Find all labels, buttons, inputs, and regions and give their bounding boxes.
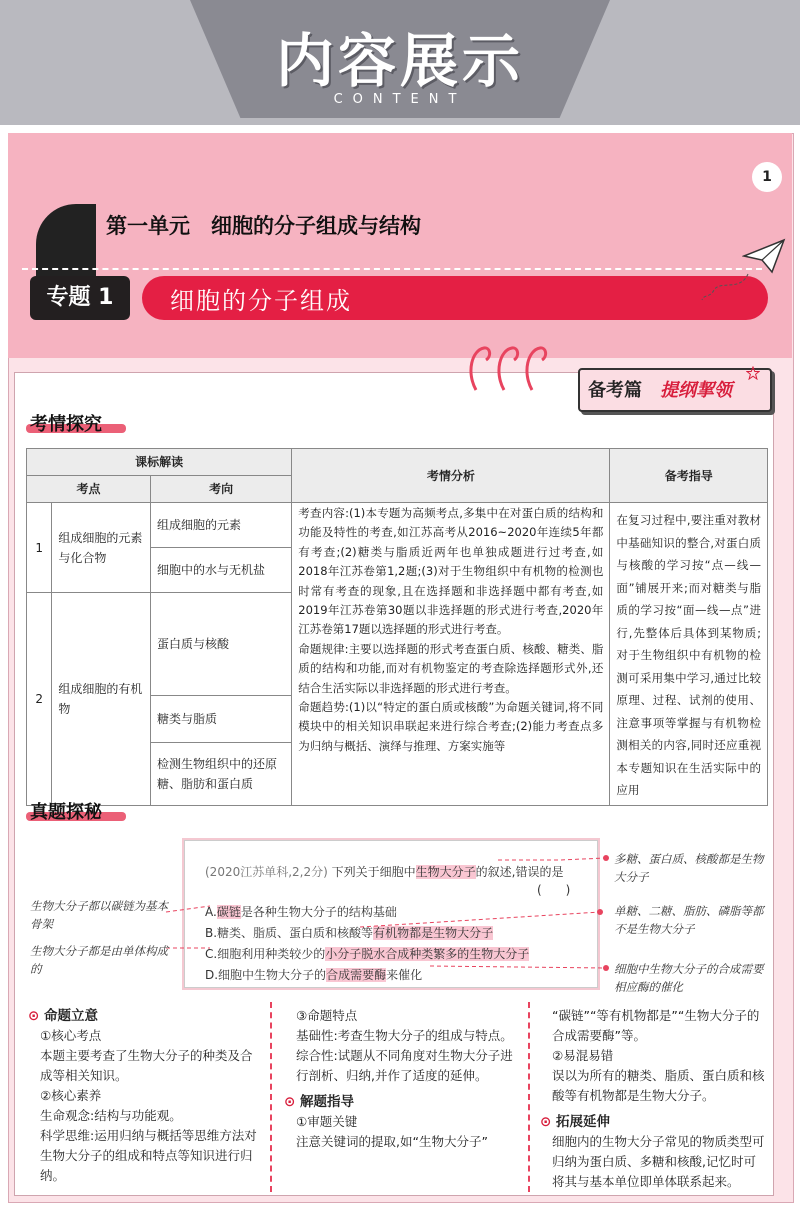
- row-direction: 细胞中的水与无机盐: [151, 548, 292, 593]
- analysis-column-2: [284, 1006, 520, 1152]
- note-left-1: 生物大分子都以碳链为基本骨架: [30, 899, 168, 931]
- row-direction: 组成细胞的元素: [151, 503, 292, 548]
- column-line: “碳链”“等有机物都是”“生物大分子的合成需要酶”等。: [552, 1008, 760, 1043]
- paper-plane-icon: [742, 238, 786, 274]
- dashed-divider: [22, 268, 762, 270]
- header-analysis: 考情分析: [292, 449, 610, 503]
- prep-subtitle: 提纲挈领: [660, 380, 732, 401]
- column-heading-text: 解题指导: [300, 1094, 355, 1110]
- row-direction: 蛋白质与核酸: [151, 593, 292, 696]
- column-line: ②易混易错: [552, 1048, 614, 1063]
- row-point: 组成细胞的有机物: [52, 593, 151, 806]
- question-source: (2020江苏单科,2,2分): [205, 865, 328, 879]
- analysis-cell: 考查内容:(1)本专题为高频考点,多集中在对蛋白质的结构和功能及特性的考查,如江苏高考从2016~2020年连续5年都有考查;(2)糖类与脂质近两年也单独成题进行过考查,如2018年江苏卷第1,2题;(3)对于生物组织中有机物的检测也时常有考查的现象,且在选择题和非选择题中都有考查,如2019年江苏卷第30题以非选择题的形式进行考查,2020年江苏卷第17题以选择题的形式进行考查。 命题规律:主要以选择题的形式考查蛋白质、核酸、糖类、脂质的结构和功能,而对有机物鉴定的考查除选择题形式外,还结合生活实际以非选择题的形式进行考查。 命题趋势:(1)以“特定的蛋白质或核酸”为命题关键词,将不同模块中的相关知识串联起来进行综合考查;(2)能力考查点多为归纳与概括、演绎与推理、方案实施等: [292, 503, 610, 806]
- option-d[interactable]: [205, 966, 422, 983]
- search-icon: ⊙: [284, 1094, 296, 1110]
- analysis-column-3: [540, 1006, 768, 1192]
- question-stem-post: 的叙述,错误的是: [475, 865, 564, 879]
- option-text: 来催化: [386, 968, 423, 982]
- question-paren: ( ): [537, 883, 571, 897]
- section-title-exam-info: 考情探究: [30, 414, 102, 435]
- note-right-2: 单糖、二糖、脂肪、磷脂等都不是生物大分子: [614, 904, 764, 936]
- option-text: 是各种生物大分子的结构基础: [240, 905, 397, 919]
- option-text: C.细胞利用种类较少的: [205, 947, 326, 961]
- option-text: B.糖类、脂质、蛋白质和核酸等: [205, 926, 374, 940]
- prep-title: 备考篇: [588, 380, 642, 401]
- header-subtitle: CONTENT: [333, 92, 467, 107]
- column-line: ①审题关键: [296, 1114, 358, 1129]
- option-text: A.: [205, 905, 217, 919]
- header-guide: 备考指导: [610, 449, 768, 503]
- column-line: 误以为所有的糖类、脂质、蛋白质和核酸等有机物都是生物大分子。: [552, 1068, 765, 1103]
- topic-title: 细胞的分子组成: [170, 287, 352, 315]
- column-line: 生命观念:结构与功能观。: [40, 1108, 182, 1123]
- option-key: 有机物都是生物大分子: [373, 926, 494, 940]
- section-title-real-exam: 真题探秘: [30, 802, 102, 823]
- column-heading: [284, 1092, 520, 1112]
- column-heading: [540, 1112, 768, 1132]
- option-a[interactable]: [205, 903, 397, 920]
- syllabus-table: [26, 448, 768, 806]
- note-right-1: 多糖、蛋白质、核酸都是生物大分子: [614, 852, 764, 884]
- unit-title: 第一单元 细胞的分子组成与结构: [106, 214, 421, 238]
- star-icon: [746, 366, 760, 380]
- column-line: ②核心素养: [40, 1088, 102, 1103]
- row-direction: 检测生物组织中的还原糖、脂肪和蛋白质: [151, 742, 292, 805]
- column-line: 综合性:试题从不同角度对生物大分子进行剖析、归纳,并作了适度的延伸。: [296, 1048, 513, 1083]
- option-text: D.细胞中生物大分子的: [205, 968, 327, 982]
- row-number: 1: [27, 503, 52, 593]
- column-heading-text: 拓展延伸: [556, 1114, 611, 1130]
- row-point: 组成细胞的元素与化合物: [52, 503, 151, 593]
- page-top-band: [8, 133, 792, 358]
- header-syllabus-group: 课标解读: [27, 449, 292, 476]
- column-separator: [528, 1002, 530, 1192]
- search-icon: ⊙: [540, 1114, 552, 1130]
- option-key: 合成需要酶: [326, 968, 387, 982]
- question-stem-key: 生物大分子: [415, 865, 476, 879]
- row-direction: 糖类与脂质: [151, 695, 292, 742]
- search-icon: ⊙: [28, 1008, 40, 1024]
- note-right-3: 细胞中生物大分子的合成需要相应酶的催化: [614, 962, 764, 994]
- question-box: [184, 840, 598, 988]
- column-line: ③命题特点: [296, 1008, 358, 1023]
- table-row: [27, 503, 768, 548]
- header-point: 考点: [27, 476, 151, 503]
- question-stem: [205, 863, 564, 880]
- header-title: 内容展示: [275, 27, 524, 95]
- column-line: 科学思维:运用归纳与概括等思维方法对生物大分子的组成和特点等知识进行归纳。: [40, 1128, 257, 1183]
- option-key: 碳链: [216, 905, 241, 919]
- row-number: 2: [27, 593, 52, 806]
- binder-rings-icon: [466, 342, 550, 392]
- column-line: 细胞内的生物大分子常见的物质类型可归纳为蛋白质、多糖和核酸,记忆时可将其与基本单位即单体联系起来。: [552, 1134, 765, 1189]
- column-line: ①核心考点: [40, 1028, 102, 1043]
- option-b[interactable]: [205, 924, 493, 941]
- analysis-column-1: [28, 1006, 262, 1186]
- question-stem-pre: 下列关于细胞中: [331, 865, 416, 879]
- column-heading-text: 命题立意: [44, 1008, 99, 1024]
- plane-trail-icon: [700, 272, 750, 302]
- option-key: 小分子脱水合成种类繁多的生物大分子: [325, 947, 530, 961]
- header-direction: 考向: [151, 476, 292, 503]
- column-line: 注意关键词的提取,如“生物大分子”: [296, 1134, 488, 1149]
- column-heading: [28, 1006, 262, 1026]
- guide-cell: 在复习过程中,要注重对教材中基础知识的整合,对蛋白质与核酸的学习按“点—线—面”铺展开来;而对糖类与脂质的学习按“面—线—点”进行,先整体后具体到某物质;对于生物组织中有机物的检测可采用集中学习,通过比较原理、过程、试剂的使用、注意事项等掌握与有机物检测相关的内容,同时还应重视本专题知识在生活实际中的应用: [610, 503, 768, 806]
- option-c[interactable]: [205, 945, 529, 962]
- note-left-2: 生物大分子都是由单体构成的: [30, 944, 168, 976]
- column-line: 基础性:考查生物大分子的组成与特点。: [296, 1028, 513, 1043]
- page-number: 1: [752, 162, 782, 192]
- column-separator: [270, 1002, 272, 1192]
- topic-badge: 专题 1: [30, 276, 130, 320]
- column-line: 本题主要考查了生物大分子的种类及合成等相关知识。: [40, 1048, 253, 1083]
